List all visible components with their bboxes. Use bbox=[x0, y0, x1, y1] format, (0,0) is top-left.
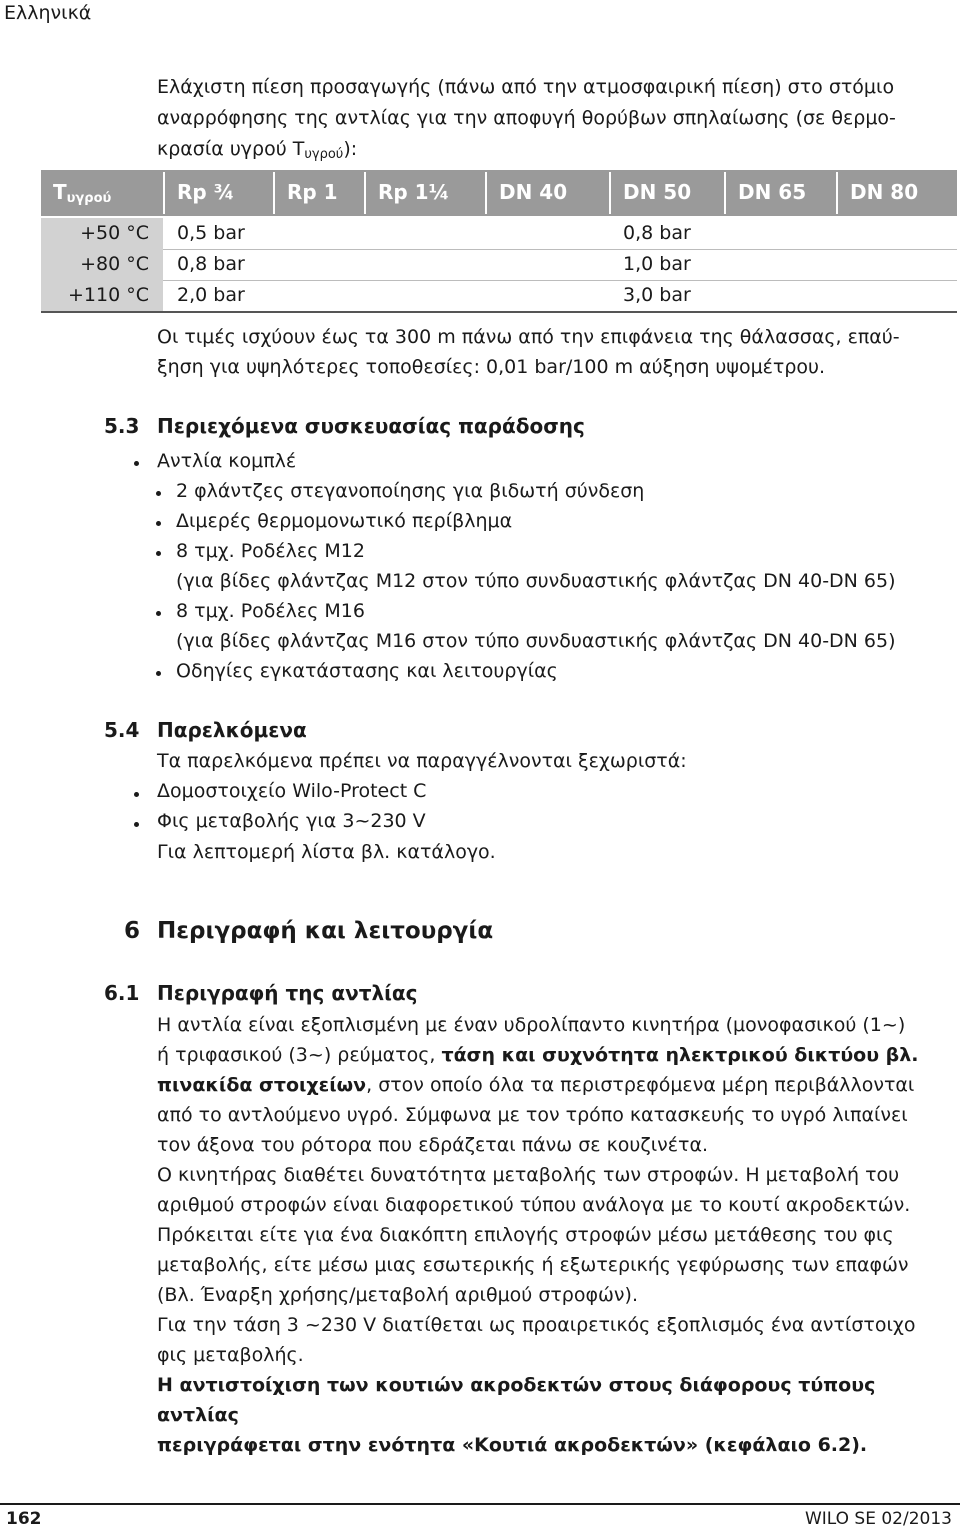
header-col: DN 65 bbox=[738, 180, 807, 204]
section-6-1-title: Περιγραφή της αντλίας bbox=[157, 981, 418, 1005]
chapter-6-number: 6 bbox=[124, 918, 141, 944]
list-item: 8 τμχ. Ροδέλες M16 bbox=[176, 600, 365, 622]
header-temperature: $T_{\upsilon\gamma\rho oύ}$ bbox=[53, 180, 112, 206]
table-bottom-rule bbox=[41, 311, 957, 313]
intro-paragraph bbox=[157, 72, 937, 165]
list-item: 8 τμχ. Ροδέλες M12 bbox=[176, 540, 365, 562]
header-col: DN 40 bbox=[499, 180, 568, 204]
header-col: DN 80 bbox=[850, 180, 919, 204]
section-5-4-intro: Τα παρελκόμενα πρέπει να παραγγέλνονται ξεχωριστά: bbox=[157, 750, 687, 772]
header-col: Rp 1¼ bbox=[378, 180, 450, 204]
section-5-4-number: 5.4 bbox=[104, 718, 140, 742]
table-row: +50 °C 0,5 bar 0,8 bar bbox=[41, 218, 957, 249]
table-row: +80 °C 0,8 bar 1,0 bar bbox=[41, 249, 957, 280]
list-item: Οδηγίες εγκατάστασης και λειτουργίας bbox=[176, 660, 558, 682]
list-item: 2 φλάντζες στεγανοποίησης για βιδωτή σύνδεση bbox=[176, 480, 645, 502]
list-item: Φις μεταβολής για 3~230 V bbox=[157, 810, 426, 832]
altitude-note: Οι τιμές ισχύουν έως τα 300 m πάνω από την επιφάνεια της θάλασσας, επαύ- ξηση για υψηλότερες τοποθεσίες: 0,01 bar/100 m αύξηση υψομέτρου. bbox=[157, 326, 900, 378]
section-5-3-number: 5.3 bbox=[104, 414, 140, 438]
intro-line-1: Ελάχιστη πίεση προσαγωγής (πάνω από την ατμοσφαιρική πίεση) στο στόμιο bbox=[157, 76, 895, 98]
header-col: Rp 1 bbox=[287, 180, 338, 204]
list-item: Διμερές θερμομονωτικό περίβλημα bbox=[176, 510, 513, 532]
footer-brand: WILO SE 02/2013 bbox=[804, 1509, 952, 1529]
header-col: DN 50 bbox=[623, 180, 692, 204]
intro-line-3: κρασία υγρού $T_{\upsilon\gamma\rho oύ}$): bbox=[157, 138, 358, 162]
section-6-1-number: 6.1 bbox=[104, 981, 140, 1005]
intro-line-2: αναρρόφησης της αντλίας για την αποφυγή θορύβων σπηλαίωσης (σε θερμο- bbox=[157, 107, 896, 129]
page-number: 162 bbox=[6, 1509, 42, 1529]
section-5-4-outro: Για λεπτομερή λίστα βλ. κατάλογο. bbox=[157, 841, 496, 863]
section-5-3-title: Περιεχόμενα συσκευασίας παράδοσης bbox=[157, 414, 585, 438]
list-item-detail: (για βίδες φλάντζας M12 στον τύπο συνδυαστικής φλάντζας DN 40-DN 65) bbox=[176, 570, 896, 592]
footer-rule bbox=[0, 1503, 960, 1505]
section-5-4-title: Παρελκόμενα bbox=[157, 718, 307, 742]
chapter-6-title: Περιγραφή και λειτουργία bbox=[157, 918, 494, 944]
list-item: Αντλία κομπλέ bbox=[157, 450, 297, 472]
table-row: +110 °C 2,0 bar 3,0 bar bbox=[41, 280, 957, 311]
header-col: Rp ¾ bbox=[177, 180, 235, 204]
section-6-1-body: Η αντλία είναι εξοπλισμένη με έναν υδρολίπαντο κινητήρα (μονοφασικού (1~) ή τριφασικού (3~) ρεύματος, τάση και συχνότητα ηλεκτρικού δικτύου βλ. πινακίδα στοιχείων, στον οποίο όλα τα περιστρεφόμενα μέρη περιβάλλονται από το αντλούμενο υγρό. Σύμφωνα με τον τρόπο κατασκευής το υγρό λιπαίνει τον άξονα του ρότορα που εδράζεται πάνω σε κουζινέτα. Ο κινητήρας διαθέτει δυνατότητα μεταβολής των στροφών. Η μεταβολή του αριθμού στροφών είναι διαφορετικού τύπου ανάλογα με το κουτί ακροδεκτών. Πρόκειται είτε για ένα διακόπτη επιλογής στροφών μέσω μετάθεσης του φις μεταβολής, είτε μέσω μιας εσωτερικής ή εξωτερικής γεφύρωσης των επαφών (Βλ. Έναρξη χρήσης/μεταβολή αριθμού στροφών). Για την τάση 3 ~230 V διατίθεται ως προαιρετικός εξοπλισμός ένα αντίστοιχο φις μεταβολής. Η αντιστοίχιση των κουτιών ακροδεκτών στους διάφορους τύπους αντλίας περιγράφεται στην ενότητα «Κουτιά ακροδεκτών» (κεφάλαιο 6.2). bbox=[157, 1014, 919, 1456]
list-item: Δομοστοιχείο Wilo-Protect C bbox=[157, 780, 427, 802]
language-label: Ελληνικά bbox=[4, 2, 92, 24]
pressure-table-header bbox=[41, 170, 957, 216]
list-item-detail: (για βίδες φλάντζας M16 στον τύπο συνδυαστικής φλάντζας DN 40-DN 65) bbox=[176, 630, 896, 652]
